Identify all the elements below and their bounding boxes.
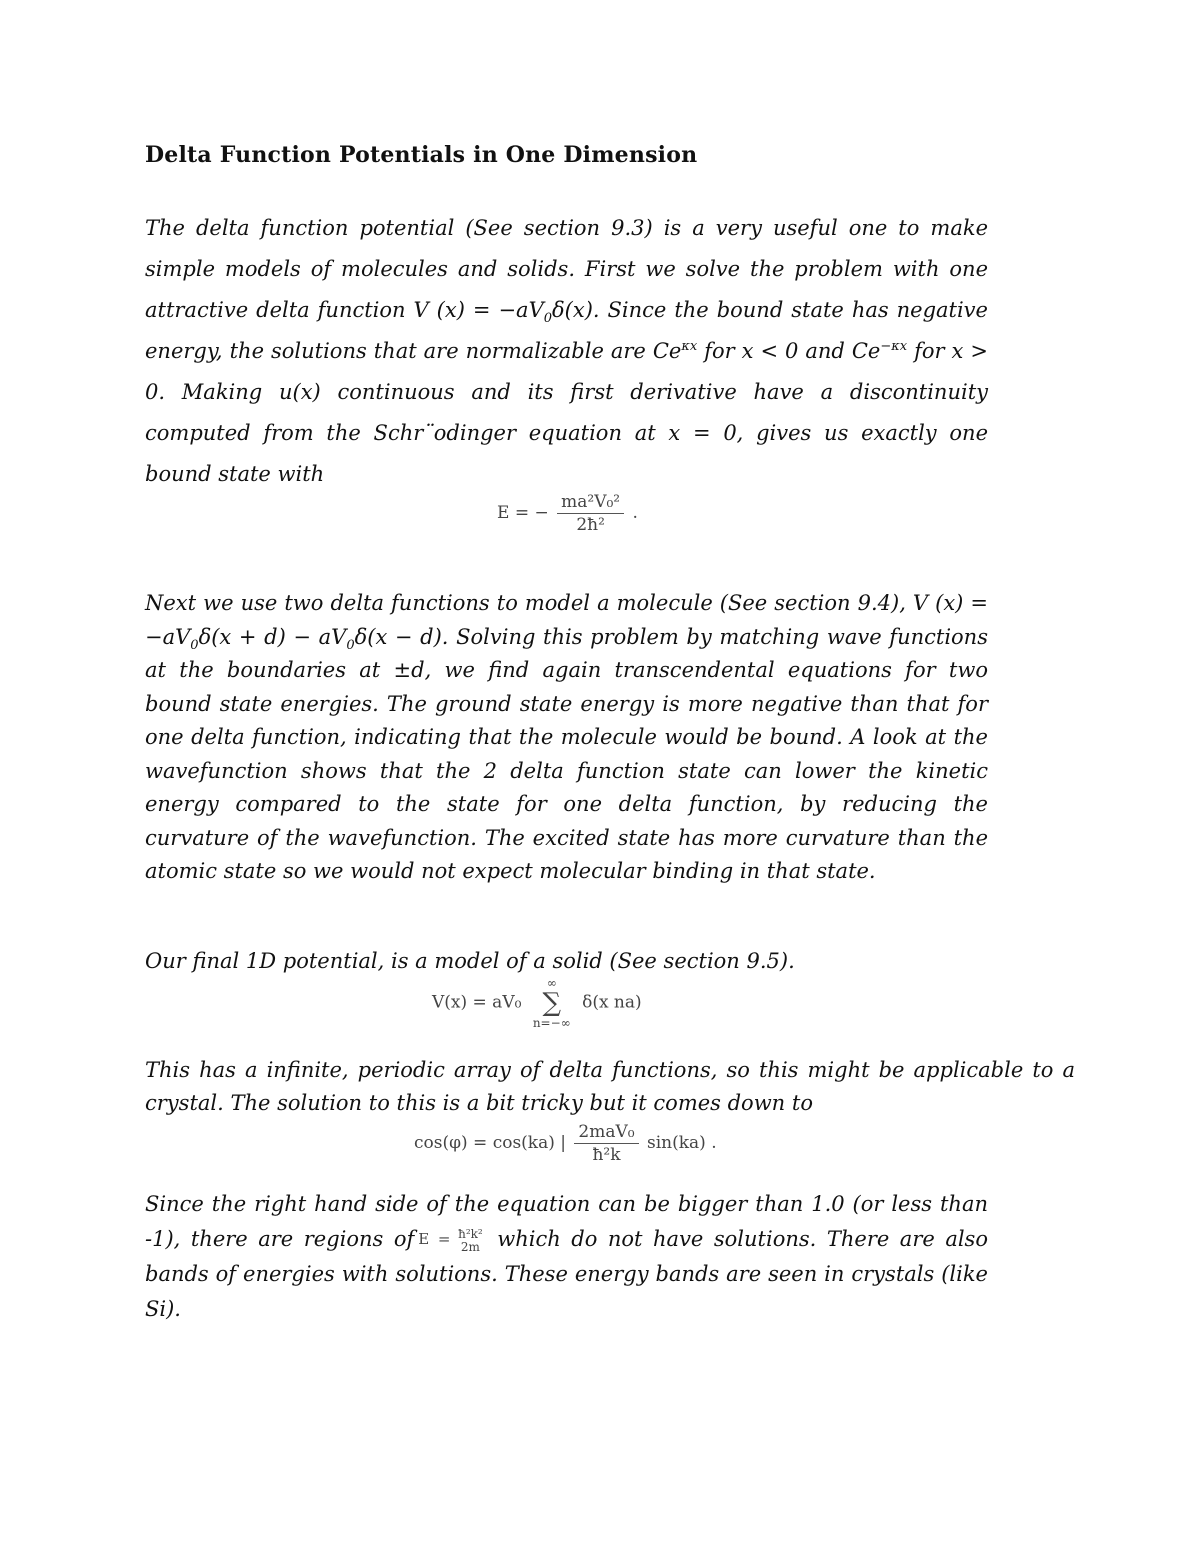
sum-lower-limit: n=−∞ bbox=[532, 1016, 571, 1030]
p1-sup-b: κx bbox=[681, 339, 698, 354]
p1-text-b: δ(x). Since the bound state has negative energy, the solutions that are normalizable are Ce bbox=[145, 298, 988, 363]
paragraph-crystal: This has a infinite, periodic array of delta functions, so this might be applicable to a crystal. The solution to this is a bit tricky but it comes down to bbox=[145, 1058, 1075, 1115]
eq1-numerator: ma²V₀² bbox=[557, 492, 624, 514]
p1-text-c: for x < 0 and Ce bbox=[697, 339, 881, 363]
inline-energy-equation bbox=[418, 1226, 483, 1254]
eq1-fraction bbox=[557, 492, 624, 535]
eq3-end: . bbox=[711, 1133, 717, 1153]
eq3-fraction bbox=[574, 1122, 638, 1165]
p1-text-a: The delta function potential (See section 9.3) is a very useful one to make simple models of molecules and solids. First we solve the problem with one attractive delta function V (x) = −aV bbox=[145, 216, 988, 322]
equation-periodic-potential bbox=[432, 976, 642, 1030]
eq3-rhs: sin(ka) bbox=[647, 1133, 706, 1153]
p2-sub-a: 0 bbox=[190, 637, 199, 653]
eq1-denominator: 2ħ² bbox=[576, 515, 605, 535]
sigma-symbol: ∑ bbox=[542, 988, 562, 1018]
inline-e-denominator: 2m bbox=[460, 1239, 480, 1254]
paragraph-two-delta bbox=[145, 587, 988, 889]
eq3-lhs: cos(φ) = cos(ka) | bbox=[414, 1133, 567, 1153]
p2-sub-b: 0 bbox=[346, 637, 355, 653]
sum-upper-limit: ∞ bbox=[546, 976, 557, 990]
eq3-denominator: ħ²k bbox=[592, 1145, 621, 1165]
paragraph-single-delta bbox=[145, 208, 988, 495]
p2-text-c: δ(x − d). Solving this problem by matching wave functions at the boundaries at ±d, we find again transcendental equations for two bound state energies. The ground state energy is more negative than that for one delta function, indicating that the molecule would be bound. A look at the wavefunction shows that the 2 delta function state can lower the kinetic energy compared to the state for one delta function, by reducing the curvature of the wavefunction. The excited state has more curvature than the atomic state so we would not expect molecular binding in that state. bbox=[145, 624, 988, 883]
p1-sup-c: −κx bbox=[880, 339, 908, 354]
paragraph-solid-model: Our final 1D potential, is a model of a solid (See section 9.5). bbox=[145, 949, 795, 973]
eq2-lhs: V(x) = aV₀ bbox=[432, 992, 522, 1013]
inline-e-numerator: ħ²k² bbox=[458, 1226, 483, 1241]
eq1-lhs: E = − bbox=[497, 503, 549, 523]
eq3-numerator: 2maV₀ bbox=[574, 1122, 638, 1144]
equation-bound-state-energy bbox=[497, 492, 638, 535]
p1-text-d: for x > 0. Making u(x) continuous and its first derivative have a discontinuity computed from the Schr¨odinger equation at x = 0, gives us exactly one bound state with bbox=[145, 339, 988, 486]
p1-sub-a: 0 bbox=[543, 311, 553, 327]
paragraph-energy-bands bbox=[145, 1187, 988, 1327]
inline-energy-fraction bbox=[458, 1228, 483, 1254]
eq2-rhs: δ(x na) bbox=[582, 992, 642, 1013]
p2-text-a: Next we use two delta functions to model a molecule (See section 9.4), V (x) = −aV bbox=[145, 591, 988, 649]
inline-e-lhs: E = bbox=[418, 1230, 451, 1248]
p2-text-b: δ(x + d) − aV bbox=[198, 624, 347, 649]
summation bbox=[533, 976, 571, 1030]
eq1-end: . bbox=[632, 503, 638, 523]
p5-text-b: which do not have solutions. There are also bands of energies with solutions. These energy bands are seen in crystals (like Si). bbox=[145, 1227, 988, 1321]
p5-text-a: Since the right hand side of the equation can be bigger than 1.0 (or less than -1), there are regions of bbox=[145, 1192, 988, 1251]
equation-band-condition bbox=[414, 1122, 717, 1165]
document-title: Delta Function Potentials in One Dimension bbox=[145, 142, 698, 168]
